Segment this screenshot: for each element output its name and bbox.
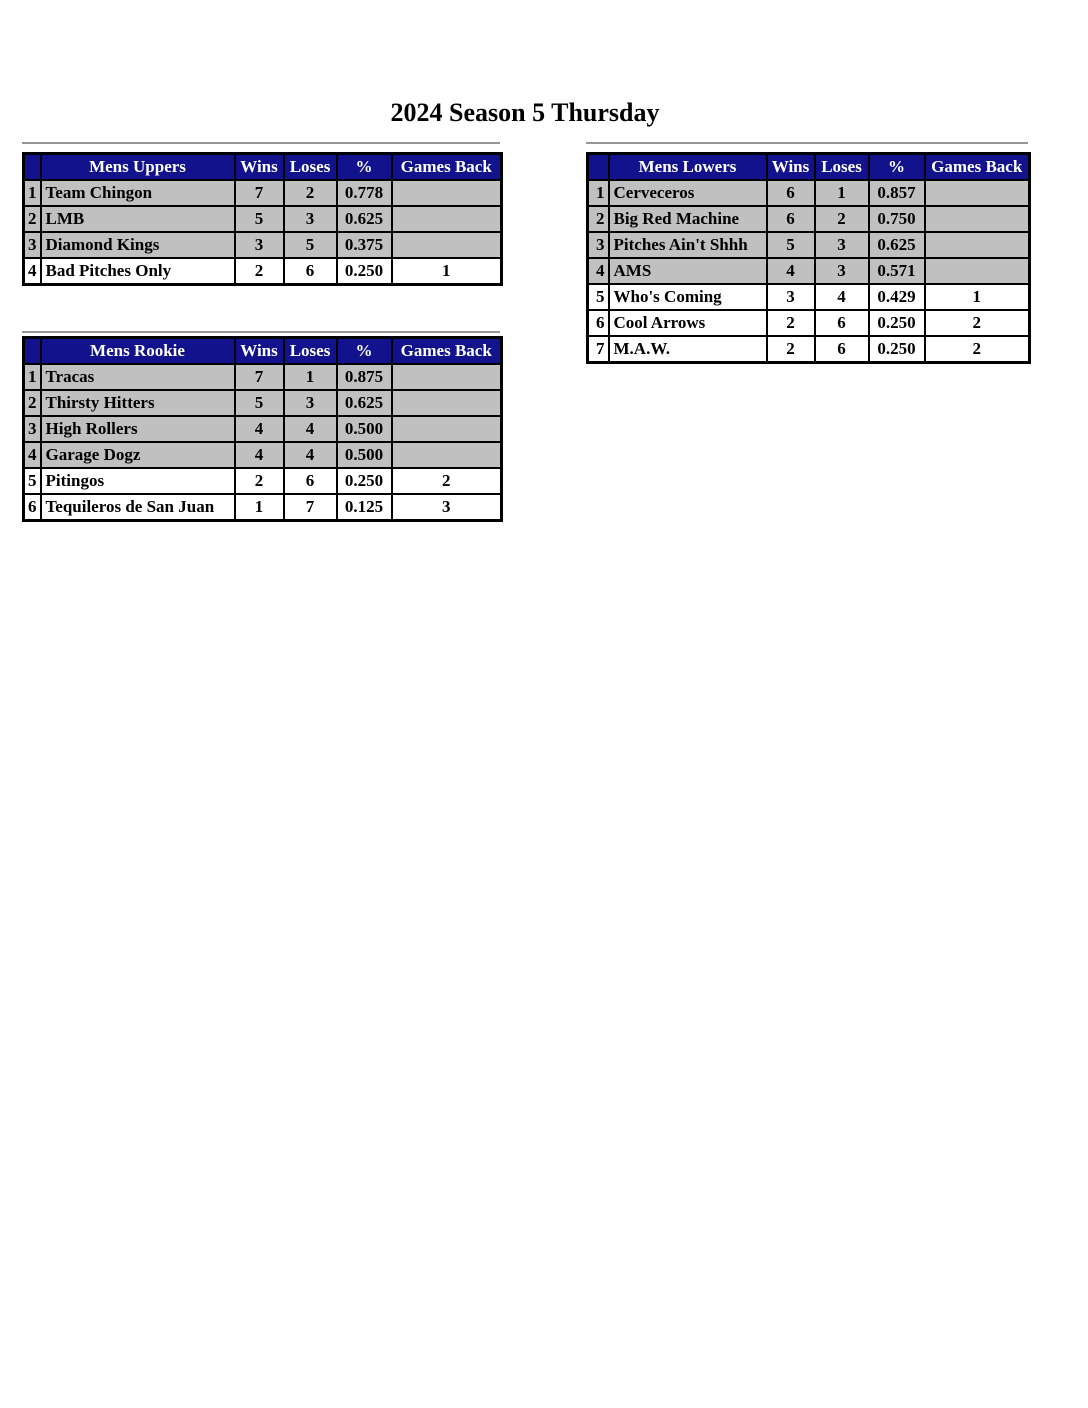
games-back-cell bbox=[392, 364, 502, 390]
pct-column-header: % bbox=[869, 154, 925, 181]
pct-cell: 0.857 bbox=[869, 180, 925, 206]
games-back-cell: 3 bbox=[392, 494, 502, 521]
team-cell: Big Red Machine bbox=[609, 206, 767, 232]
wins-cell: 4 bbox=[235, 442, 284, 468]
wins-column-header: Wins bbox=[767, 154, 815, 181]
games-back-column-header: Games Back bbox=[392, 154, 502, 181]
team-cell: Cerveceros bbox=[609, 180, 767, 206]
team-cell: M.A.W. bbox=[609, 336, 767, 363]
pct-cell: 0.625 bbox=[337, 206, 392, 232]
table-row bbox=[24, 442, 502, 468]
games-back-cell: 1 bbox=[925, 284, 1030, 310]
wins-cell: 7 bbox=[235, 180, 284, 206]
games-back-cell bbox=[925, 258, 1030, 284]
loses-cell: 1 bbox=[284, 364, 337, 390]
rank-cell: 5 bbox=[588, 284, 609, 310]
wins-cell: 2 bbox=[235, 258, 284, 285]
team-cell: Garage Dogz bbox=[41, 442, 235, 468]
table-row bbox=[24, 180, 502, 206]
table-row bbox=[588, 232, 1030, 258]
team-cell: Pitingos bbox=[41, 468, 235, 494]
games-back-cell bbox=[392, 390, 502, 416]
wins-cell: 5 bbox=[235, 390, 284, 416]
games-back-cell: 2 bbox=[392, 468, 502, 494]
loses-cell: 2 bbox=[815, 206, 869, 232]
pct-cell: 0.250 bbox=[869, 336, 925, 363]
rank-cell: 7 bbox=[588, 336, 609, 363]
rank-column-header bbox=[588, 154, 609, 181]
wins-column-header: Wins bbox=[235, 154, 284, 181]
team-cell: AMS bbox=[609, 258, 767, 284]
loses-cell: 3 bbox=[815, 232, 869, 258]
wins-cell: 4 bbox=[767, 258, 815, 284]
pct-column-header: % bbox=[337, 154, 392, 181]
pct-cell: 0.500 bbox=[337, 416, 392, 442]
pct-cell: 0.250 bbox=[869, 310, 925, 336]
pct-cell: 0.571 bbox=[869, 258, 925, 284]
wins-cell: 6 bbox=[767, 206, 815, 232]
games-back-cell bbox=[925, 180, 1030, 206]
rank-cell: 3 bbox=[24, 232, 41, 258]
loses-cell: 2 bbox=[284, 180, 337, 206]
games-back-cell: 2 bbox=[925, 310, 1030, 336]
table-row bbox=[24, 258, 502, 285]
table-row bbox=[588, 258, 1030, 284]
table-row bbox=[24, 468, 502, 494]
loses-cell: 3 bbox=[284, 390, 337, 416]
table-header-row bbox=[24, 154, 502, 181]
loses-cell: 6 bbox=[284, 258, 337, 285]
gridline-above-lowers-table bbox=[586, 142, 1028, 144]
loses-column-header: Loses bbox=[284, 154, 337, 181]
rank-column-header bbox=[24, 154, 41, 181]
wins-cell: 3 bbox=[767, 284, 815, 310]
pct-cell: 0.625 bbox=[337, 390, 392, 416]
loses-cell: 6 bbox=[815, 310, 869, 336]
pct-cell: 0.429 bbox=[869, 284, 925, 310]
games-back-cell bbox=[392, 232, 502, 258]
games-back-cell bbox=[392, 206, 502, 232]
wins-cell: 6 bbox=[767, 180, 815, 206]
games-back-cell: 2 bbox=[925, 336, 1030, 363]
rank-cell: 4 bbox=[24, 442, 41, 468]
games-back-column-header: Games Back bbox=[392, 338, 502, 365]
wins-cell: 2 bbox=[767, 336, 815, 363]
loses-column-header: Loses bbox=[284, 338, 337, 365]
wins-cell: 2 bbox=[235, 468, 284, 494]
league-name-header: Mens Uppers bbox=[41, 154, 235, 181]
wins-cell: 5 bbox=[235, 206, 284, 232]
loses-cell: 4 bbox=[815, 284, 869, 310]
wins-column-header: Wins bbox=[235, 338, 284, 365]
games-back-cell bbox=[925, 232, 1030, 258]
table-header-row bbox=[24, 338, 502, 365]
team-cell: Diamond Kings bbox=[41, 232, 235, 258]
wins-cell: 5 bbox=[767, 232, 815, 258]
loses-cell: 7 bbox=[284, 494, 337, 521]
pct-column-header: % bbox=[337, 338, 392, 365]
team-cell: Team Chingon bbox=[41, 180, 235, 206]
pct-cell: 0.778 bbox=[337, 180, 392, 206]
league-name-header: Mens Rookie bbox=[41, 338, 235, 365]
games-back-cell bbox=[392, 416, 502, 442]
team-cell: Tracas bbox=[41, 364, 235, 390]
rank-cell: 4 bbox=[24, 258, 41, 285]
table-row bbox=[588, 180, 1030, 206]
team-cell: High Rollers bbox=[41, 416, 235, 442]
team-cell: Thirsty Hitters bbox=[41, 390, 235, 416]
team-cell: Bad Pitches Only bbox=[41, 258, 235, 285]
table-row bbox=[24, 232, 502, 258]
wins-cell: 3 bbox=[235, 232, 284, 258]
rank-cell: 2 bbox=[24, 206, 41, 232]
pct-cell: 0.500 bbox=[337, 442, 392, 468]
standings-table-mens-rookie bbox=[22, 336, 503, 522]
wins-cell: 2 bbox=[767, 310, 815, 336]
rank-cell: 6 bbox=[24, 494, 41, 521]
gridline-above-uppers-table bbox=[22, 142, 500, 144]
table-row bbox=[24, 390, 502, 416]
pct-cell: 0.875 bbox=[337, 364, 392, 390]
games-back-cell bbox=[392, 442, 502, 468]
pct-cell: 0.250 bbox=[337, 468, 392, 494]
team-cell: Tequileros de San Juan bbox=[41, 494, 235, 521]
rank-cell: 1 bbox=[24, 364, 41, 390]
games-back-cell bbox=[392, 180, 502, 206]
rank-cell: 1 bbox=[588, 180, 609, 206]
table-row bbox=[588, 284, 1030, 310]
team-cell: Who's Coming bbox=[609, 284, 767, 310]
pct-cell: 0.375 bbox=[337, 232, 392, 258]
league-name-header: Mens Lowers bbox=[609, 154, 767, 181]
loses-cell: 6 bbox=[284, 468, 337, 494]
pct-cell: 0.250 bbox=[337, 258, 392, 285]
table-row bbox=[588, 336, 1030, 363]
loses-cell: 3 bbox=[815, 258, 869, 284]
wins-cell: 1 bbox=[235, 494, 284, 521]
pct-cell: 0.125 bbox=[337, 494, 392, 521]
games-back-cell bbox=[925, 206, 1030, 232]
page-title: 2024 Season 5 Thursday bbox=[390, 98, 660, 127]
rank-cell: 2 bbox=[24, 390, 41, 416]
rank-cell: 2 bbox=[588, 206, 609, 232]
rank-cell: 1 bbox=[24, 180, 41, 206]
table-row bbox=[24, 494, 502, 521]
loses-column-header: Loses bbox=[815, 154, 869, 181]
team-cell: Pitches Ain't Shhh bbox=[609, 232, 767, 258]
rank-cell: 6 bbox=[588, 310, 609, 336]
games-back-cell: 1 bbox=[392, 258, 502, 285]
gridline-above-rookie-table bbox=[22, 331, 500, 333]
table-row bbox=[588, 206, 1030, 232]
table-row bbox=[24, 416, 502, 442]
table-row bbox=[588, 310, 1030, 336]
team-cell: LMB bbox=[41, 206, 235, 232]
table-header-row bbox=[588, 154, 1030, 181]
games-back-column-header: Games Back bbox=[925, 154, 1030, 181]
rank-column-header bbox=[24, 338, 41, 365]
loses-cell: 4 bbox=[284, 416, 337, 442]
loses-cell: 3 bbox=[284, 206, 337, 232]
table-row bbox=[24, 206, 502, 232]
table-row bbox=[24, 364, 502, 390]
rank-cell: 5 bbox=[24, 468, 41, 494]
loses-cell: 1 bbox=[815, 180, 869, 206]
loses-cell: 4 bbox=[284, 442, 337, 468]
standings-table-mens-lowers bbox=[586, 152, 1031, 364]
pct-cell: 0.750 bbox=[869, 206, 925, 232]
team-cell: Cool Arrows bbox=[609, 310, 767, 336]
pct-cell: 0.625 bbox=[869, 232, 925, 258]
rank-cell: 3 bbox=[24, 416, 41, 442]
rank-cell: 3 bbox=[588, 232, 609, 258]
loses-cell: 6 bbox=[815, 336, 869, 363]
loses-cell: 5 bbox=[284, 232, 337, 258]
wins-cell: 4 bbox=[235, 416, 284, 442]
standings-table-mens-uppers bbox=[22, 152, 503, 286]
wins-cell: 7 bbox=[235, 364, 284, 390]
rank-cell: 4 bbox=[588, 258, 609, 284]
